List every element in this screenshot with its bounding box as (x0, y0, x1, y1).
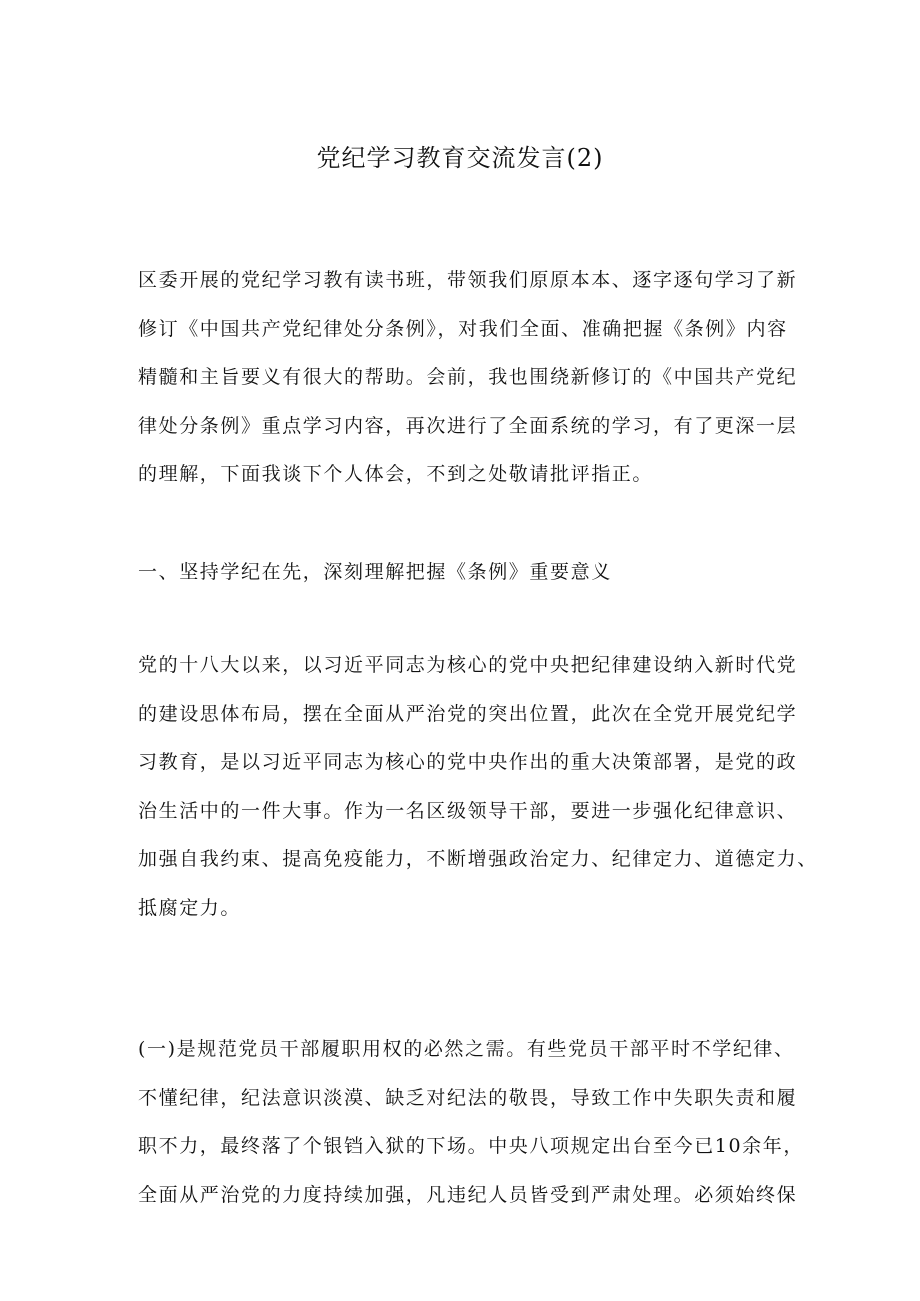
paragraph-line: 党的十八大以来，以习近平同志为核心的党中央把纪律建设纳入新时代党 (138, 654, 798, 676)
paragraph-line: 治生活中的一件大事。作为一名区级领导干部，要进一步强化纪律意识、 (138, 799, 798, 822)
paragraph-line: 修订《中国共产党纪律处分条例》，对我们全面、准确把握《条例》内容 (138, 317, 788, 340)
paragraph-line: (一)是规范党员干部履职用权的必然之需。有些党员干部平时不学纪律、 (138, 1038, 795, 1060)
paragraph-line: 不懂纪律，纪法意识淡漠、缺乏对纪法的敬畏，导致工作中失职失责和履 (138, 1086, 798, 1109)
section-heading (138, 548, 798, 597)
paragraph-line: 精髓和主旨要义有很大的帮助。会前，我也围绕新修订的《中国共产党纪 (138, 366, 798, 388)
paragraph-line: 抵腐定力。 (138, 896, 242, 919)
paragraph-line: 加强自我约束、提高免疫能力，不断增强政治定力、纪律定力、道德定力、 (138, 848, 818, 870)
section-paragraph (138, 641, 818, 932)
paragraph-line: 习教育，是以习近平同志为核心的党中央作出的重大决策部署，是党的政 (138, 751, 798, 773)
paragraph-line: 的理解，下面我谈下个人体会，不到之处敬请批评指正。 (138, 463, 654, 485)
intro-paragraph (138, 256, 798, 499)
paragraph-line: 职不力，最终落了个银铛入狱的下场。中央八项规定出台至今已10余年， (138, 1135, 804, 1157)
heading-line: 一、坚持学纪在先，深刻理解把握《条例》重要意义 (138, 561, 612, 583)
subsection-paragraph (138, 1025, 804, 1219)
paragraph-line: 的建设思体布局，摆在全面从严治党的突出位置，此次在全党开展党纪学 (138, 702, 798, 725)
paragraph-line: 全面从严治党的力度持续加强，凡违纪人员皆受到严肃处理。必须始终保 (138, 1183, 798, 1206)
paragraph-line: 律处分条例》重点学习内容，再次进行了全面系统的学习，有了更深一层 (138, 414, 798, 437)
document-title: 党纪学习教育交流发言(2) (316, 144, 604, 172)
paragraph-line: 区委开展的党纪学习教有读书班，带领我们原原本本、逐字逐句学习了新 (138, 269, 798, 291)
